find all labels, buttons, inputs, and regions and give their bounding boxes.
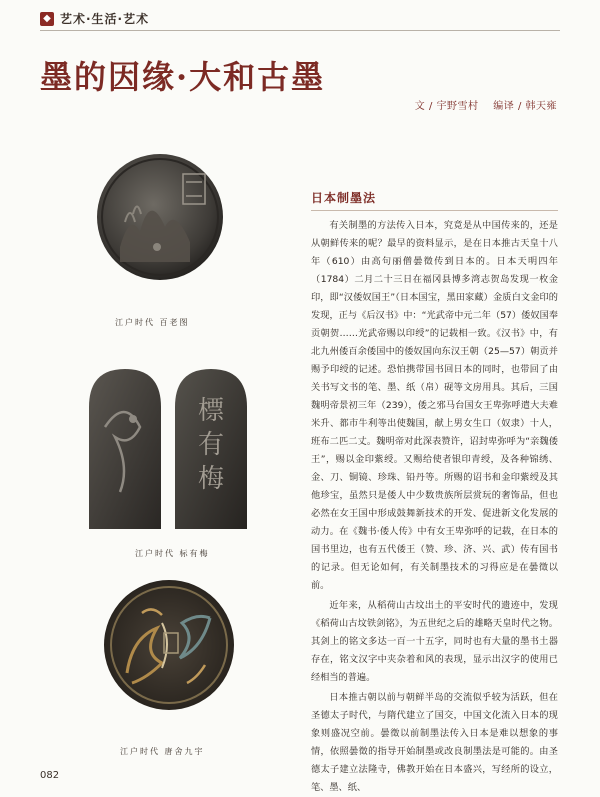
body-paragraph-1: 有关制墨的方法传入日本，究竟是从中国传来的，还是从朝鲜传来的呢？最早的资料显示，是在日本推古天皇十八年（610）由高句丽僧曇徵传到日本的。日本天明四年（1784）二月二十三日在福冈县博多湾志贺岛发现一枚金印，即“汉倭奴国王”（日本国宝，黑田家藏）金质白文金印的发现，正与《后汉书》中：“光武帝中元二年（57）倭奴国奉贡朝贺……光武帝赐以印绶”的记载相一致。《汉书》中，有北九州倭百余倭国中的倭奴国向东汉王朝（25—57）朝贡并赐予印绶的记述。恐怕携带国书回日本的同时，也带回了由关书写文书的笔、墨、纸（帛）砚等文房用具。其后，三国魏明帝景初三年（239），倭之邪马台国女王卑弥呼遣大夫难米升、都市牛利等出使魏国，献上男女生口（奴隶）十人，班布二匹二丈。魏明帝对此深表赞许，诏封卑弥呼为“亲魏倭王”，赐以金印紫绶。又赐给使者银印青绶，及各种锦绣、金、刀、铜镜、珍珠、铅丹等。所赐的诏书和金印紫绶及其他珍宝，虽然只是倭人中少数贵族所层赏玩的奢饰品，但也必然在女王国中形成鼓舞新技术的开发、促进新文化发展的动力。在《魏书·倭人传》中有女王卑弥呼的记载，在日本的国书里边，也有五代倭王（赞、珍、济、兴、武）传有国书的记录。但无论如何，有关制墨技术的习得应是在曇徵以前。 <box>311 220 558 591</box>
section-header <box>40 10 149 27</box>
svg-text:標: 標 <box>197 396 225 426</box>
magazine-logo-icon: ◆ <box>40 12 54 26</box>
ink-stick-inscribed-image <box>171 367 251 531</box>
svg-text:梅: 梅 <box>197 464 225 494</box>
byline-translator: 编译 / 韩天雍 <box>493 101 557 112</box>
ink-cake-phoenix-image <box>102 578 236 712</box>
header-divider <box>40 30 560 31</box>
ink-cake-landscape-image <box>95 152 225 282</box>
article-body <box>311 217 558 793</box>
figure-caption-3: 江户时代 唐舍九宇 <box>120 747 205 756</box>
page-number: 082 <box>40 770 60 781</box>
figure-caption-2: 江户时代 标有梅 <box>135 549 210 558</box>
article-title: 墨的因缘·大和古墨 <box>40 58 326 96</box>
body-paragraph-2: 近年来，从稻荷山古坟出土的平安时代的遗迹中，发现《稻荷山古坟铁剑铭》，为五世纪之后的雄略天皇时代之物。其剑上的铭文多达一百一十五字，同时也有大量的墨书土器存在，铭文汉字中夹杂着和风的表现，显示出汉字的使用已经相当的普遍。 <box>311 600 558 683</box>
section-subhead: 日本制墨法 <box>311 191 377 205</box>
figure-caption-1: 江户时代 百老图 <box>115 318 190 327</box>
article-byline <box>415 97 557 112</box>
ink-stick-dragon-image <box>85 367 165 531</box>
svg-text:有: 有 <box>197 430 225 460</box>
byline-author: 文 / 宇野雪村 <box>414 101 479 112</box>
subhead-divider <box>311 210 558 211</box>
body-paragraph-3: 日本推古朝以前与朝鲜半岛的交流似乎较为活跃，但在圣德太子时代，与隋代建立了国交，中国文化流入日本的现象则盛况空前。曇徵以前制墨法传入日本是难以想象的事情，依照曇徵的指导开始制墨或改良制墨法是可能的。由圣德太子建立法隆寺，佛教开始在日本盛兴，写经所的设立，笔、墨、纸、 <box>311 692 558 793</box>
section-tag: 艺术·生活·艺术 <box>60 12 150 26</box>
